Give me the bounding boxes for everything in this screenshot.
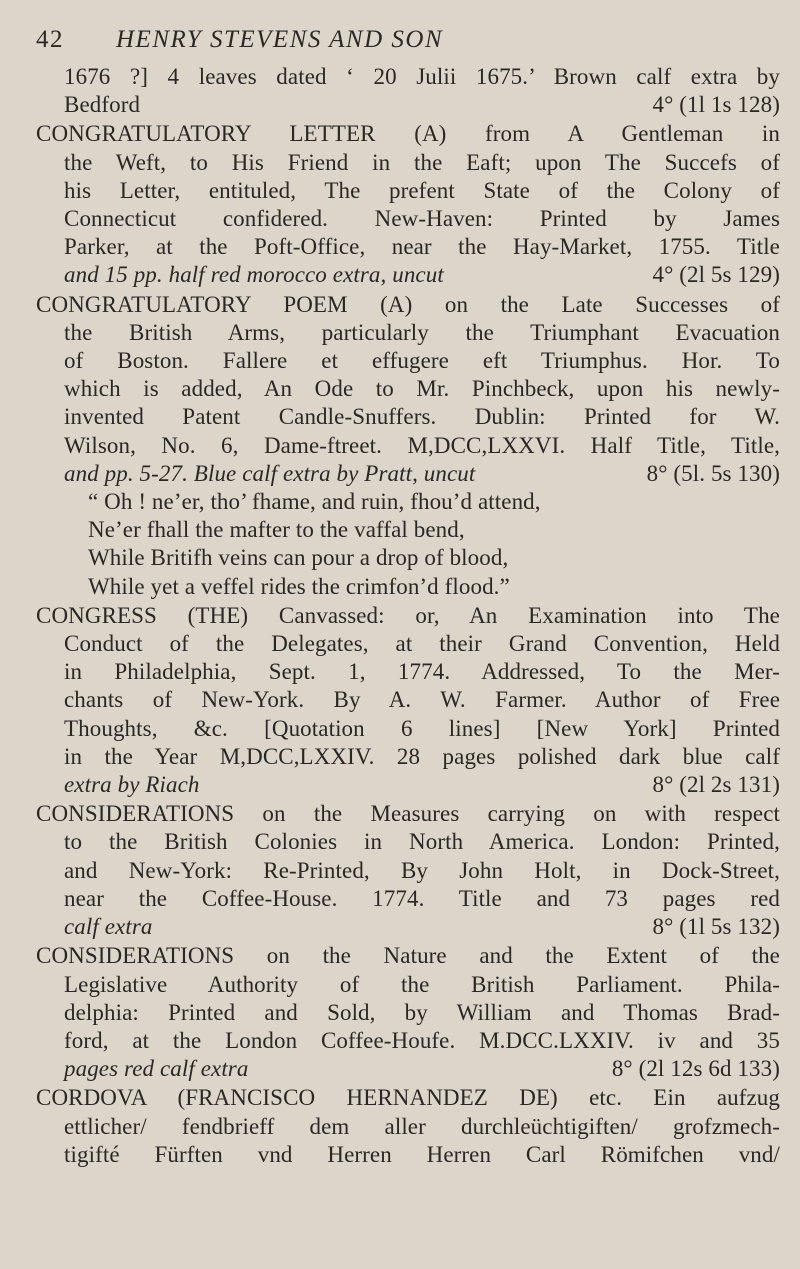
entry-line: 1676 ?] 4 leaves dated ‘ 20 Julii 1675.’ Brown calf extra by (64, 64, 780, 89)
entry-line: chants of New-York. By A. W. Farmer. Author of Free (64, 687, 780, 713)
entry-line: which is added, An Ode to Mr. Pinchbeck, upon his newly- (64, 376, 780, 402)
entry-heading-line: CONGRATULATORY LETTER (A) from A Gentleman in (36, 121, 780, 147)
entry-heading-line: CONGRATULATORY POEM (A) on the Late Successes of (36, 291, 780, 317)
catalogue-entry (36, 291, 780, 601)
entry-line: in Philadelphia, Sept. 1, 1774. Addressed, To the Mer- (64, 659, 780, 685)
entry-line: Parker, at the Poft-Office, near the Hay-Market, 1755. Title (64, 234, 780, 260)
entry-heading-line: CONSIDERATIONS on the Measures carrying on with respect (36, 801, 780, 827)
verse-quotation (36, 488, 780, 601)
entry-line: in the Year M,DCC,LXXIV. 28 pages polished dark blue calf (64, 743, 780, 769)
entry-line: ford, at the London Coffee-Houfe. M.DCC.LXXIV. iv and 35 (64, 1027, 780, 1053)
catalogue-entries (36, 63, 780, 1170)
entry-price: 4° (2l 5s 129) (652, 262, 780, 288)
catalogue-entry (36, 120, 780, 289)
entry-line: of Boston. Fallere et effugere eft Triumphus. Hor. To (64, 348, 780, 374)
entry-line: pages red calf extra 8° (2l 12s 6d 133) (36, 1055, 780, 1083)
entry-line: Bedford 4° (1l 1s 128) (36, 91, 780, 119)
page-number: 42 (36, 26, 64, 53)
verse-line: Ne’er fhall the mafter to the vaffal bend, (88, 517, 465, 543)
entry-heading-line: CONSIDERATIONS on the Nature and the Extent of the (36, 943, 780, 969)
catalogue-entry (36, 800, 780, 941)
entry-line: invented Patent Candle-Snuffers. Dublin: Printed for W. (64, 404, 780, 430)
verse-line: “ Oh ! ne’er, tho’ fhame, and ruin, fhou’d attend, (88, 489, 541, 515)
entry-line: the Weft, to His Friend in the Eaft; upon The Succefs of (64, 149, 780, 175)
entry-line: tigifté Fürften vnd Herren Herren Carl Römifchen vnd/ (64, 1141, 780, 1167)
catalogue-entry (36, 942, 780, 1083)
running-header (36, 16, 776, 56)
entry-line: Thoughts, &c. [Quotation 6 lines] [New York] Printed (64, 715, 780, 741)
entry-line: the British Arms, particularly the Triumphant Evacuation (64, 319, 780, 345)
catalogue-entry (36, 602, 780, 799)
catalogue-entry (36, 63, 780, 119)
catalogue-entry (36, 1084, 780, 1169)
entry-line: near the Coffee-House. 1774. Title and 73 pages red (64, 885, 780, 911)
entry-line: Legislative Authority of the British Parliament. Phila- (64, 971, 780, 997)
entry-line: his Letter, entituled, The prefent State of the Colony of (64, 177, 780, 203)
entry-heading-line: CONGRESS (THE) Canvassed: or, An Examination into The (36, 602, 780, 628)
verse-line: While yet a veffel rides the crimfon’d flood.” (88, 573, 510, 599)
verse-line: While Britifh veins can pour a drop of blood, (88, 545, 509, 571)
entry-line: Conduct of the Delegates, at their Grand Convention, Held (64, 631, 780, 657)
entry-line: Wilson, No. 6, Dame-ftreet. M,DCC,LXXVI. Half Title, Title, (64, 432, 780, 458)
entry-line: Connecticut confidered. New-Haven: Printed by James (64, 206, 780, 232)
entry-line: to the British Colonies in North America. London: Printed, (64, 829, 780, 855)
entry-line: and 15 pp. half red morocco extra, uncut 4° (2l 5s 129) (36, 261, 780, 289)
entry-line: calf extra 8° (1l 5s 132) (36, 913, 780, 941)
entry-price: 8° (2l 12s 6d 133) (611, 1056, 780, 1082)
entry-price: 8° (2l 2s 131) (652, 772, 780, 798)
entry-price: 4° (1l 1s 128) (652, 92, 780, 118)
entry-line: and New-York: Re-Printed, By John Holt, in Dock-Street, (64, 857, 780, 883)
entry-price: 8° (1l 5s 132) (652, 914, 780, 940)
entry-line: delphia: Printed and Sold, by William and Thomas Brad- (64, 999, 780, 1025)
entry-line: ettlicher/ fendbrieff dem aller durchleüchtigiften/ grofzmech- (64, 1113, 780, 1139)
entry-line: extra by Riach 8° (2l 2s 131) (36, 771, 780, 799)
entry-line: and pp. 5-27. Blue calf extra by Pratt, uncut 8° (5l. 5s 130) (36, 460, 780, 488)
running-title: HENRY STEVENS AND SON (116, 26, 444, 53)
entry-price: 8° (5l. 5s 130) (646, 460, 780, 486)
entry-heading-line: CORDOVA (FRANCISCO HERNANDEZ DE) etc. Ein aufzug (36, 1085, 780, 1111)
